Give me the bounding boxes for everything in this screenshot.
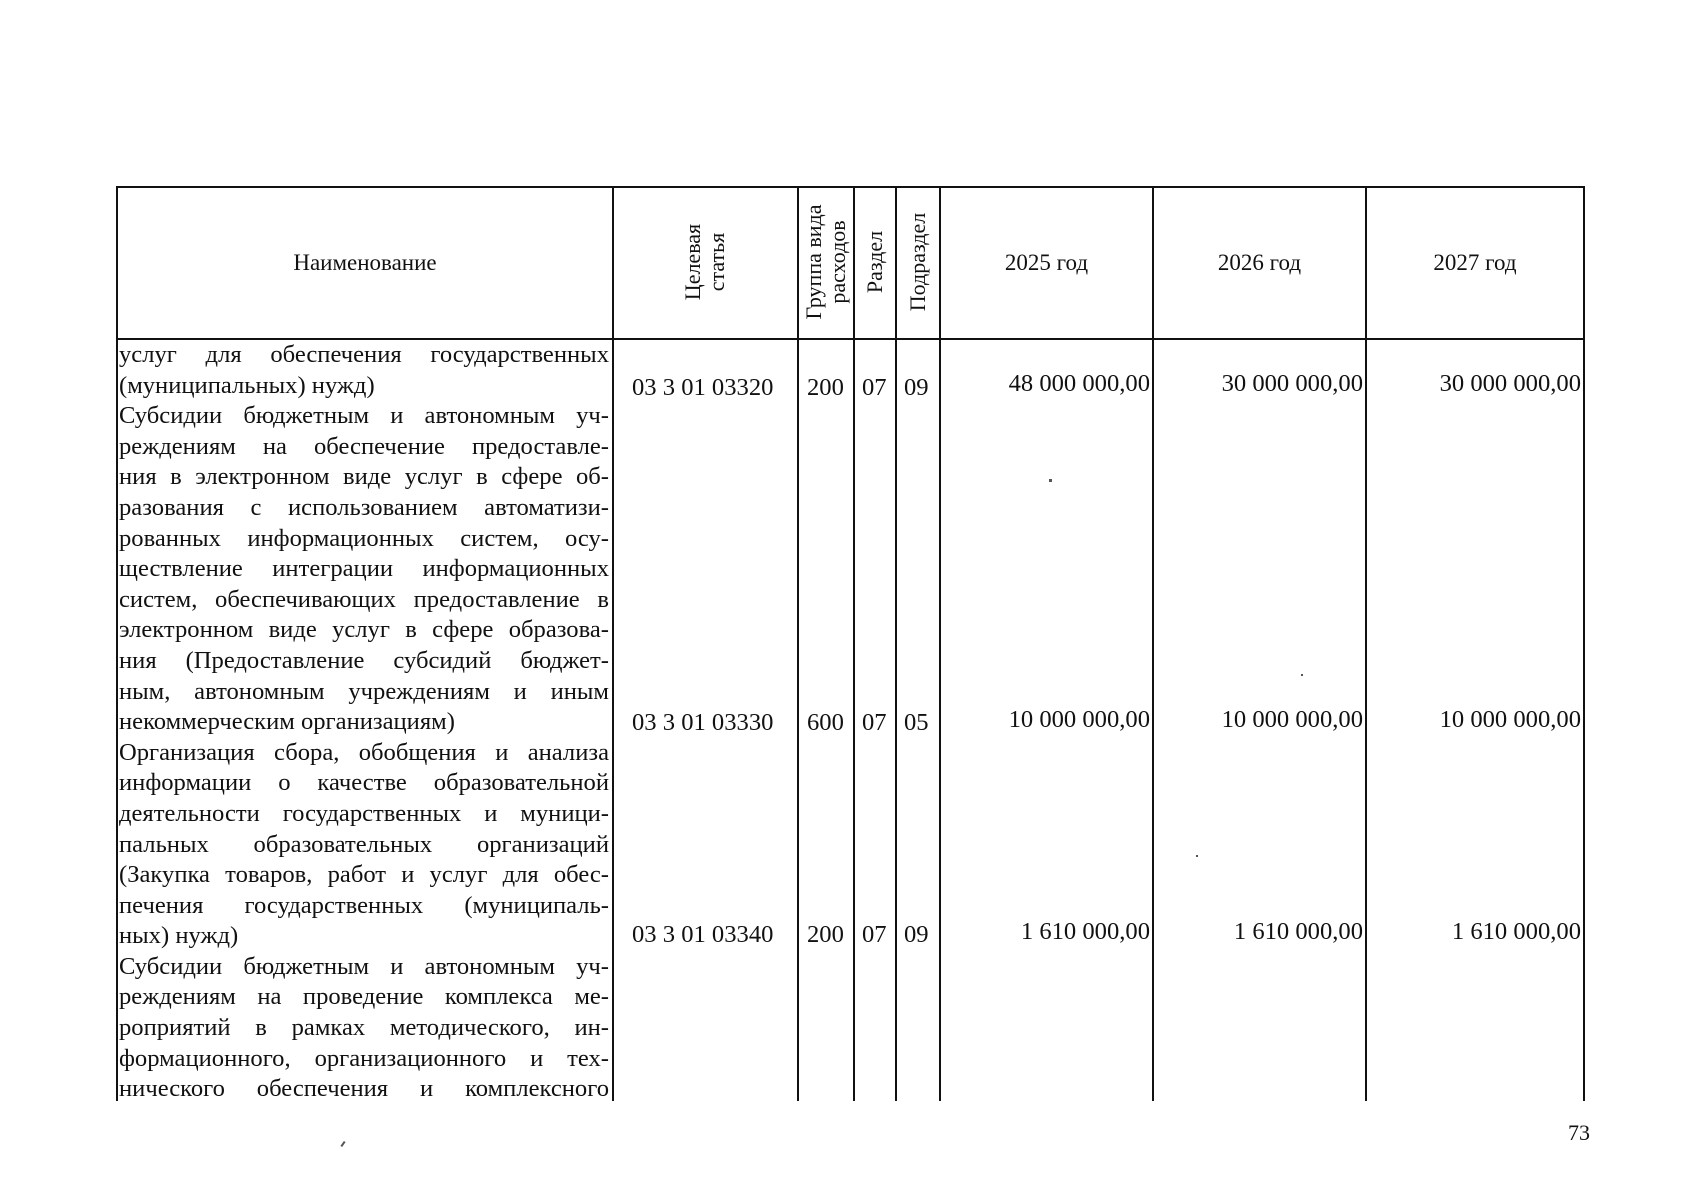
col-border-left <box>116 186 118 1101</box>
row-amount-2026: 1 610 000,00 <box>1233 918 1363 945</box>
description-line: ния в электронном виде услуг в сфере об- <box>119 463 609 491</box>
description-line: пальных образовательных организаций <box>119 830 609 858</box>
row-subsection: 09 <box>904 921 929 948</box>
header-subsection: Подраздел <box>905 212 930 312</box>
header-section: Раздел <box>862 230 887 294</box>
description-line: Субсидии бюджетным и автономным уч- <box>119 402 609 430</box>
description-line: (Закупка товаров, работ и услуг для обес- <box>119 861 609 889</box>
row-section: 07 <box>862 921 887 948</box>
description-line: деятельности государственных и муници- <box>119 799 609 827</box>
header-target-article-line2: статья <box>704 232 729 292</box>
row-amount-2026: 10 000 000,00 <box>1221 706 1363 733</box>
header-target-article <box>681 224 729 300</box>
scan-speck <box>340 1141 345 1147</box>
row-expense-group: 200 <box>807 374 844 401</box>
description-line: реждениям на проведение комплекса ме- <box>119 983 609 1011</box>
description-line: роприятий в рамках методического, ин- <box>119 1014 609 1042</box>
row-amount-2025: 10 000 000,00 <box>1008 706 1150 733</box>
row-amount-2027: 1 610 000,00 <box>1451 918 1581 945</box>
row-section: 07 <box>862 709 887 736</box>
row-amount-2025: 1 610 000,00 <box>1020 918 1150 945</box>
description-line: ния (Предоставление субсидий бюджет- <box>119 646 609 674</box>
row-amount-2026: 30 000 000,00 <box>1221 370 1363 397</box>
header-expense-group-line2: расходов <box>825 220 850 304</box>
description-line: электронном виде услуг в сфере образова- <box>119 616 609 644</box>
row-section: 07 <box>862 374 887 401</box>
row-amount-2027: 10 000 000,00 <box>1439 706 1581 733</box>
header-year-2026: 2026 год <box>1217 250 1302 275</box>
description-line: ществление интеграции информационных <box>119 555 609 583</box>
row-amount-2025: 48 000 000,00 <box>1008 370 1150 397</box>
description-line: нического обеспечения и комплексного <box>119 1075 609 1103</box>
scan-speck <box>1196 855 1198 857</box>
row-subsection: 05 <box>904 709 929 736</box>
page-number: 73 <box>1568 1120 1590 1145</box>
description-line: систем, обеспечивающих предоставление в <box>119 585 609 613</box>
row-expense-group: 600 <box>807 709 844 736</box>
description-line: некоммерческим организациям) <box>119 708 455 736</box>
col-border-section-right <box>895 186 897 1101</box>
col-border-article-right <box>797 186 799 1101</box>
header-year-2025: 2025 год <box>1004 250 1089 275</box>
header-target-article-line1: Целевая <box>680 223 705 301</box>
header-year-2027: 2027 год <box>1433 250 1517 275</box>
row-target-article: 03 3 01 03340 <box>632 921 774 948</box>
header-name: Наименование <box>293 250 437 275</box>
col-border-right <box>1583 186 1585 1101</box>
row-amount-2027: 30 000 000,00 <box>1439 370 1581 397</box>
header-expense-group <box>802 205 850 320</box>
col-border-2025-right <box>1152 186 1154 1101</box>
col-border-subsection-right <box>939 186 941 1101</box>
description-line: Субсидии бюджетным и автономным уч- <box>119 952 609 980</box>
description-line: информации о качестве образовательной <box>119 769 609 797</box>
scan-speck <box>1049 479 1052 482</box>
col-border-2026-right <box>1365 186 1367 1101</box>
row-target-article: 03 3 01 03320 <box>632 374 774 401</box>
description-line: услуг для обеспечения государственных <box>119 341 609 368</box>
col-border-name-right <box>612 186 614 1101</box>
description-line: формационного, организационного и тех- <box>119 1044 609 1072</box>
description-line: разования с использованием автоматизи- <box>119 493 609 521</box>
description-column <box>119 340 609 1105</box>
description-line: (муниципальных) нужд) <box>119 371 375 399</box>
description-line: печения государственных (муниципаль- <box>119 891 609 919</box>
scan-speck <box>1301 674 1303 676</box>
row-expense-group: 200 <box>807 921 844 948</box>
description-line: ных) нужд) <box>119 922 239 950</box>
description-line: Организация сбора, обобщения и анализа <box>119 738 609 766</box>
col-border-group-right <box>853 186 855 1101</box>
header-expense-group-line1: Группа вида <box>801 204 826 320</box>
description-line: рованных информационных систем, осу- <box>119 524 609 552</box>
row-target-article: 03 3 01 03330 <box>632 709 774 736</box>
row-subsection: 09 <box>904 374 929 401</box>
description-line: реждениям на обеспечение предоставле- <box>119 432 609 460</box>
description-line: ным, автономным учреждениям и иным <box>119 677 609 705</box>
